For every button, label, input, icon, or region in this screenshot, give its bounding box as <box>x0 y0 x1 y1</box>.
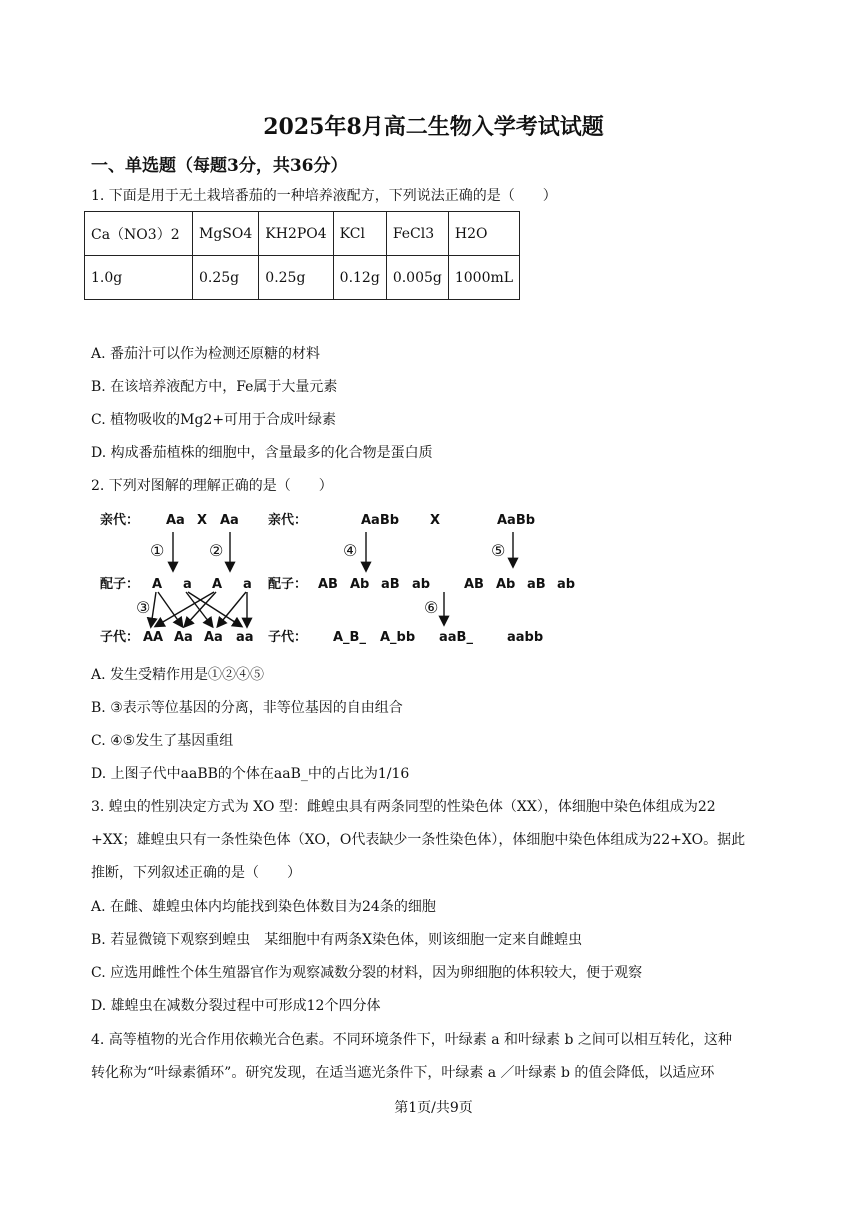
diagram-marker-6: ⑥ <box>424 598 439 617</box>
q1-option-b: B. 在该培养液配方中，Fe属于大量元素 <box>91 379 338 395</box>
diagram-right-offspring: A_B_ <box>333 630 366 645</box>
diagram-left-gamete: A <box>212 577 223 592</box>
q2-option-c: C. ④⑤发生了基因重组 <box>91 733 234 749</box>
q1-option-d: D. 构成番茄植株的细胞中，含量最多的化合物是蛋白质 <box>91 445 433 461</box>
q3-option-b: B. 若显微镜下观察到蝗虫 某细胞中有两条X染色体，则该细胞一定来自雌蝗虫 <box>91 932 583 948</box>
arrow-fertilization <box>151 592 156 626</box>
q1-option-c: C. 植物吸收的Mg2+可用于合成叶绿素 <box>91 412 337 428</box>
diagram-right-gamete: AB <box>464 577 484 592</box>
diagram-left-offspring: AA <box>143 630 164 645</box>
diagram-right-gamete: AB <box>318 577 338 592</box>
table-header-cell: H2O <box>448 212 519 256</box>
q2-option-d: D. 上图子代中aaBB的个体在aaB_中的占比为1/16 <box>91 766 410 782</box>
arrow-fertilization <box>158 592 182 626</box>
diagram-right-gamete: ab <box>557 577 576 592</box>
table-cell: 0.12g <box>333 256 386 300</box>
diagram-right-offspring: aaB_ <box>439 630 473 645</box>
page-footer: 第1页/共9页 <box>394 1100 473 1116</box>
diagram-left-cross: X <box>197 513 208 528</box>
q2-option-a: A. 发生受精作用是①②④⑤ <box>91 667 265 683</box>
q4-stem-line: 4. 高等植物的光合作用依赖光合色素。不同环境条件下，叶绿素 a 和叶绿素 b 之间可以相互转化，这种 <box>91 1032 732 1048</box>
arrow-fertilization <box>156 592 214 626</box>
diagram-right-gamete: Ab <box>350 577 370 592</box>
table-cell: 1.0g <box>85 256 193 300</box>
q3-stem-line: +XX；雄蝗虫只有一条性染色体（XO，O代表缺少一条性染色体），体细胞中染色体组成为22+XO。据此 <box>91 832 746 848</box>
diagram-right-gamete: aB <box>527 577 546 592</box>
diagram-right-gamete: ab <box>412 577 431 592</box>
table-header-cell: Ca（NO3）2 <box>85 212 193 256</box>
table-header-row <box>85 212 520 256</box>
table-header-cell: MgSO4 <box>193 212 259 256</box>
page-title: 2025年8月高二生物入学考试试题 <box>263 114 604 140</box>
diagram-label-parent-left: 亲代： <box>100 513 140 528</box>
q2-stem: 2. 下列对图解的理解正确的是（ ） <box>91 478 333 494</box>
diagram-label-offspring-right: 子代： <box>268 630 308 645</box>
diagram-right-offspring: aabb <box>507 630 544 645</box>
q2-option-b: B. ③表示等位基因的分离，非等位基因的自由组合 <box>91 700 403 716</box>
table-header-cell: KCl <box>333 212 386 256</box>
diagram-left-offspring: aa <box>236 630 254 645</box>
diagram-right-parent: AaBb <box>497 513 536 528</box>
diagram-marker-4: ④ <box>343 541 358 560</box>
diagram-right-gamete: aB <box>381 577 400 592</box>
diagram-marker-5: ⑤ <box>491 541 506 560</box>
diagram-left-parent: Aa <box>220 513 239 528</box>
table-cell: 1000mL <box>448 256 519 300</box>
table-cell: 0.25g <box>193 256 259 300</box>
diagram-right-parent: AaBb <box>361 513 400 528</box>
diagram-right-gamete: Ab <box>496 577 516 592</box>
table-cell: 0.005g <box>386 256 448 300</box>
table-row <box>85 256 520 300</box>
q1-option-a: A. 番茄汁可以作为检测还原糖的材料 <box>91 346 321 362</box>
diagram-marker-2: ② <box>209 541 224 560</box>
diagram-right-offspring: A_bb <box>380 630 416 645</box>
diagram-marker-1: ① <box>150 541 165 560</box>
genetics-diagram <box>0 500 867 650</box>
q4-stem-line: 转化称为“叶绿素循环”。研究发现，在适当遮光条件下，叶绿素 a ／叶绿素 b 的值会降低，以适应环 <box>91 1065 715 1081</box>
q3-stem-line: 3. 蝗虫的性别决定方式为 XO 型：雌蝗虫具有两条同型的性染色体（XX），体细胞中染色体组成为22 <box>91 799 716 815</box>
q3-stem-line: 推断，下列叙述正确的是（ ） <box>91 865 301 881</box>
table-header-cell: FeCl3 <box>386 212 448 256</box>
diagram-left-offspring: Aa <box>174 630 193 645</box>
diagram-left-gamete: A <box>152 577 163 592</box>
section-heading: 一、单选题（每题3分，共36分） <box>91 156 348 176</box>
q3-option-c: C. 应选用雌性个体生殖器官作为观察减数分裂的材料，因为卵细胞的体积较大，便于观察 <box>91 965 643 981</box>
diagram-marker-3: ③ <box>136 598 151 617</box>
table-header-cell: KH2PO4 <box>259 212 333 256</box>
diagram-left-offspring: Aa <box>204 630 223 645</box>
diagram-left-gamete: a <box>183 577 192 592</box>
diagram-left-gamete: a <box>243 577 252 592</box>
diagram-label-gamete-right: 配子： <box>268 577 308 592</box>
diagram-label-gamete-left: 配子： <box>100 577 140 592</box>
diagram-label-parent-right: 亲代： <box>268 513 308 528</box>
diagram-left-parent: Aa <box>166 513 185 528</box>
q1-stem: 1. 下面是用于无土栽培番茄的一种培养液配方，下列说法正确的是（ ） <box>91 188 557 204</box>
diagram-right-cross: X <box>430 513 441 528</box>
table-cell: 0.25g <box>259 256 333 300</box>
arrow-fertilization <box>188 592 241 626</box>
nutrient-table <box>84 211 520 300</box>
q3-option-d: D. 雄蝗虫在减数分裂过程中可形成12个四分体 <box>91 998 381 1014</box>
q3-option-a: A. 在雌、雄蝗虫体内均能找到染色体数目为24条的细胞 <box>91 899 436 915</box>
diagram-label-offspring-left: 子代： <box>100 630 140 645</box>
